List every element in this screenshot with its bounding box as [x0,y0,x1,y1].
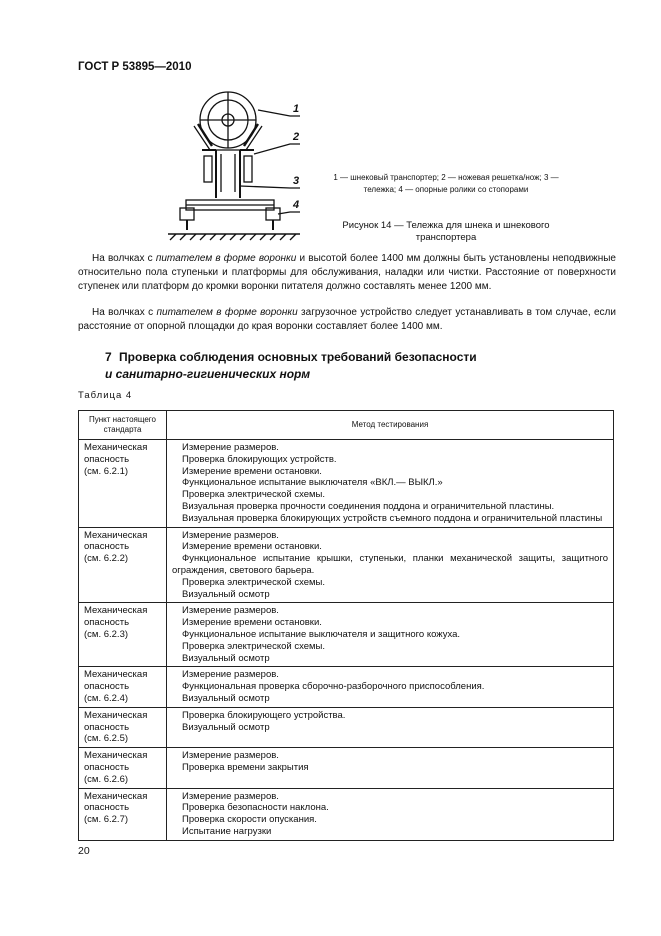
legend-num: 1 [333,173,338,182]
table-caption: Таблица 4 [78,390,133,401]
callout-4: 4 [293,199,300,211]
callout-1: 1 [293,103,300,115]
legend-text: — тележка; [363,173,559,194]
page-number: 20 [78,845,90,857]
document-header-code: ГОСТ Р 53895—2010 [78,61,192,73]
legend-text: — ножевая решетка/нож; [447,173,544,182]
figure-legend [330,172,562,196]
callout-3: 3 [293,175,300,187]
table-row [79,667,614,707]
header-method: Метод тестирования [167,411,614,440]
item-cell: Механическая опасность (см. 6.2.6) [79,748,167,788]
table-header-row [79,411,614,440]
callout-2: 2 [293,131,300,143]
legend-text: — опорные ролики со стопорами [405,185,529,194]
item-cell: Механическая опасность (см. 6.2.4) [79,667,167,707]
section-title-line1: Проверка соблюдения основных требований безопасности [119,350,477,364]
test-methods-table [78,410,614,841]
item-cell: Механическая опасность (см. 6.2.5) [79,707,167,747]
cart-side-bracket-right [244,156,252,182]
paragraph-loader: На волчках с питателем в форме воронки загрузочное устройство следует устанавливать в том случае, если расстояние от опорной площадки до края воронки составляет более 1400 мм. [78,307,616,333]
method-cell: Измерение размеров. Проверка безопасности наклона. Проверка скорости опускания. Испытание нагрузки [167,788,614,840]
method-cell: Измерение размеров. Функциональная проверка сборочно-разборочного приспособления. Визуальный осмотр [167,667,614,707]
legend-num: 4 [398,185,403,194]
item-cell: Механическая опасность (см. 6.2.3) [79,603,167,667]
table-row [79,527,614,603]
section-number: 7 [105,350,112,364]
item-cell: Механическая опасность (см. 6.2.2) [79,527,167,603]
table-row [79,603,614,667]
cart-side-bracket-left [204,156,212,182]
cart-figure-drawing [160,88,310,248]
figure-caption: Рисунок 14 — Тележка для шнека и шнекового транспортера [342,220,550,243]
table-row [79,788,614,840]
header-item: Пункт настоящего стандарта [79,411,167,440]
table-row [79,440,614,528]
method-cell: Измерение размеров. Измерение времени остановки. Функциональное испытание крышки, ступеньки, планки механической защиты, защитного ограждения, светового барьера. Проверка электрической схемы. Визуальный осмотр [167,527,614,603]
legend-num: 2 [441,173,446,182]
item-cell: Механическая опасность (см. 6.2.1) [79,440,167,528]
item-cell: Механическая опасность (см. 6.2.7) [79,788,167,840]
section-heading [105,349,625,383]
method-cell: Измерение размеров. Проверка времени закрытия [167,748,614,788]
method-cell: Измерение размеров. Измерение времени остановки. Функциональное испытание выключателя и защитного кожуха. Проверка электрической схемы. Визуальный осмотр [167,603,614,667]
section-title-line2: и санитарно-гигиенических норм [105,367,311,381]
paragraph-stairs: На волчках с питателем в форме воронки и высотой более 1400 мм должны быть установлены неподвижные относительно пола ступеньки и платформы для обслуживания, наладки или чистки. Расстояние от поверхности ступенек или платформ до кромки воронки питателя должно составлять менее 1200 мм. [78,253,616,293]
table-row [79,748,614,788]
table-row [79,707,614,747]
method-cell: Измерение размеров. Проверка блокирующих устройств. Измерение времени остановки. Функциональное испытание выключателя «ВКЛ.— ВЫКЛ.» Проверка электрической схемы. Визуальная проверка прочности соединения поддона и ограничительной пластины. Визуальная проверка блокирующих устройств съемного поддона и ограничительной пластины [167,440,614,528]
legend-num: 3 [543,173,549,182]
legend-text: — шнековый транспортер; [340,173,442,182]
method-cell: Проверка блокирующего устройства. Визуальный осмотр [167,707,614,747]
